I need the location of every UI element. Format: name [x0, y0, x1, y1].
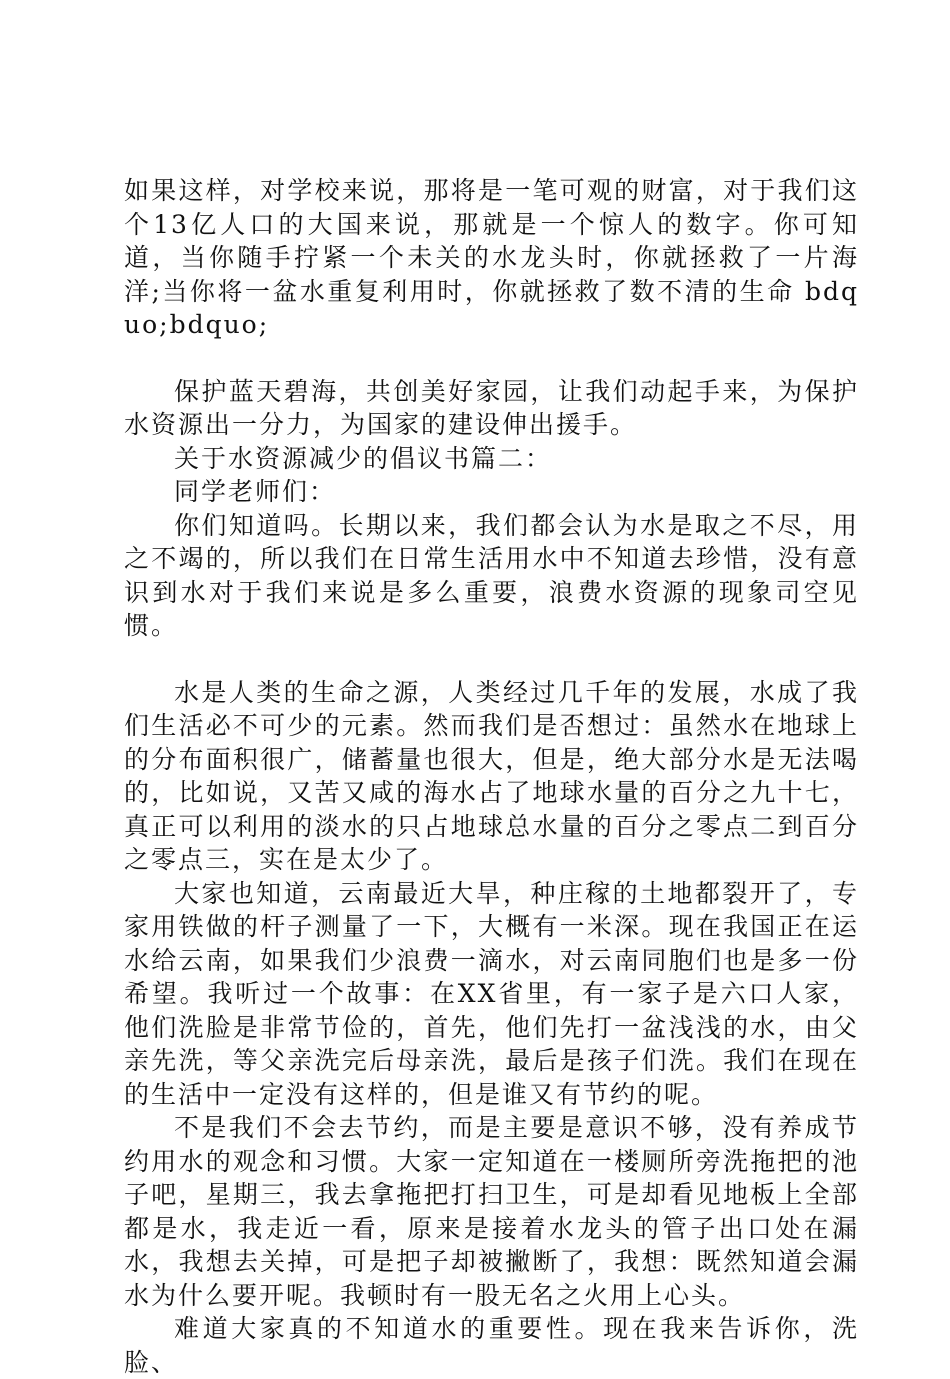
- paragraph-gap: [124, 643, 859, 676]
- paragraph-6: 不是我们不会去节约，而是主要是意识不够，没有养成节约用水的观念和习惯。大家一定知道在一楼厕所旁洗拖把的池子吧，星期三，我去拿拖把打扫卫生，可是却看见地板上全部都是水，我走近一看，原来是接着水龙头的管子出口处在漏水，我想去关掉，可是把子却被撇断了，我想：既然知道会漏水为什么要开呢。我顿时有一股无名之火用上心头。: [124, 1113, 859, 1310]
- paragraph-4: 水是人类的生命之源，人类经过几千年的发展，水成了我们生活必不可少的元素。然而我们是否想过：虽然水在地球上的分布面积很广，储蓄量也很大，但是，绝大部分水是无法喝的，比如说，又苦又咸的海水占了地球水量的百分之九十七，真正可以利用的淡水的只占地球总水量的百分之零点二到百分之零点三，实在是太少了。: [124, 677, 859, 874]
- document-body: [124, 174, 859, 1379]
- paragraph-3: 你们知道吗。长期以来，我们都会认为水是取之不尽，用之不竭的，所以我们在日常生活用水中不知道去珍惜，没有意识到水对于我们来说是多么重要，浪费水资源的现象司空见惯。: [124, 510, 859, 640]
- paragraph-1: 如果这样，对学校来说，那将是一笔可观的财富，对于我们这个13亿人口的大国来说，那就是一个惊人的数字。你可知道，当你随手拧紧一个未关的水龙头时，你就拯救了一片海洋;当你将一盆水重复利用时，你就拯救了数不清的生命 bdquo;bdquo;: [124, 176, 859, 339]
- paragraph-gap: [124, 342, 859, 375]
- paragraph-7: 难道大家真的不知道水的重要性。现在我来告诉你，洗脸、: [124, 1314, 859, 1377]
- salutation: 同学老师们：: [174, 477, 337, 506]
- paragraph-5: 大家也知道，云南最近大旱，种庄稼的土地都裂开了，专家用铁做的杆子测量了一下，大概有一米深。现在我国正在运水给云南，如果我们少浪费一滴水，对云南同胞们也是多一份希望。我听过一个故事：在XX省里，有一家子是六口人家，他们洗脸是非常节俭的，首先，他们先打一盆浅浅的水，由父亲先洗，等父亲洗完后母亲洗，最后是孩子们洗。我们在现在的生活中一定没有这样的，但是谁又有节约的呢。: [124, 878, 859, 1109]
- paragraph-2: 保护蓝天碧海，共创美好家园，让我们动起手来，为保护水资源出一分力，为国家的建设伸出援手。: [124, 376, 859, 439]
- section-heading: 关于水资源减少的倡议书篇二：: [174, 443, 553, 473]
